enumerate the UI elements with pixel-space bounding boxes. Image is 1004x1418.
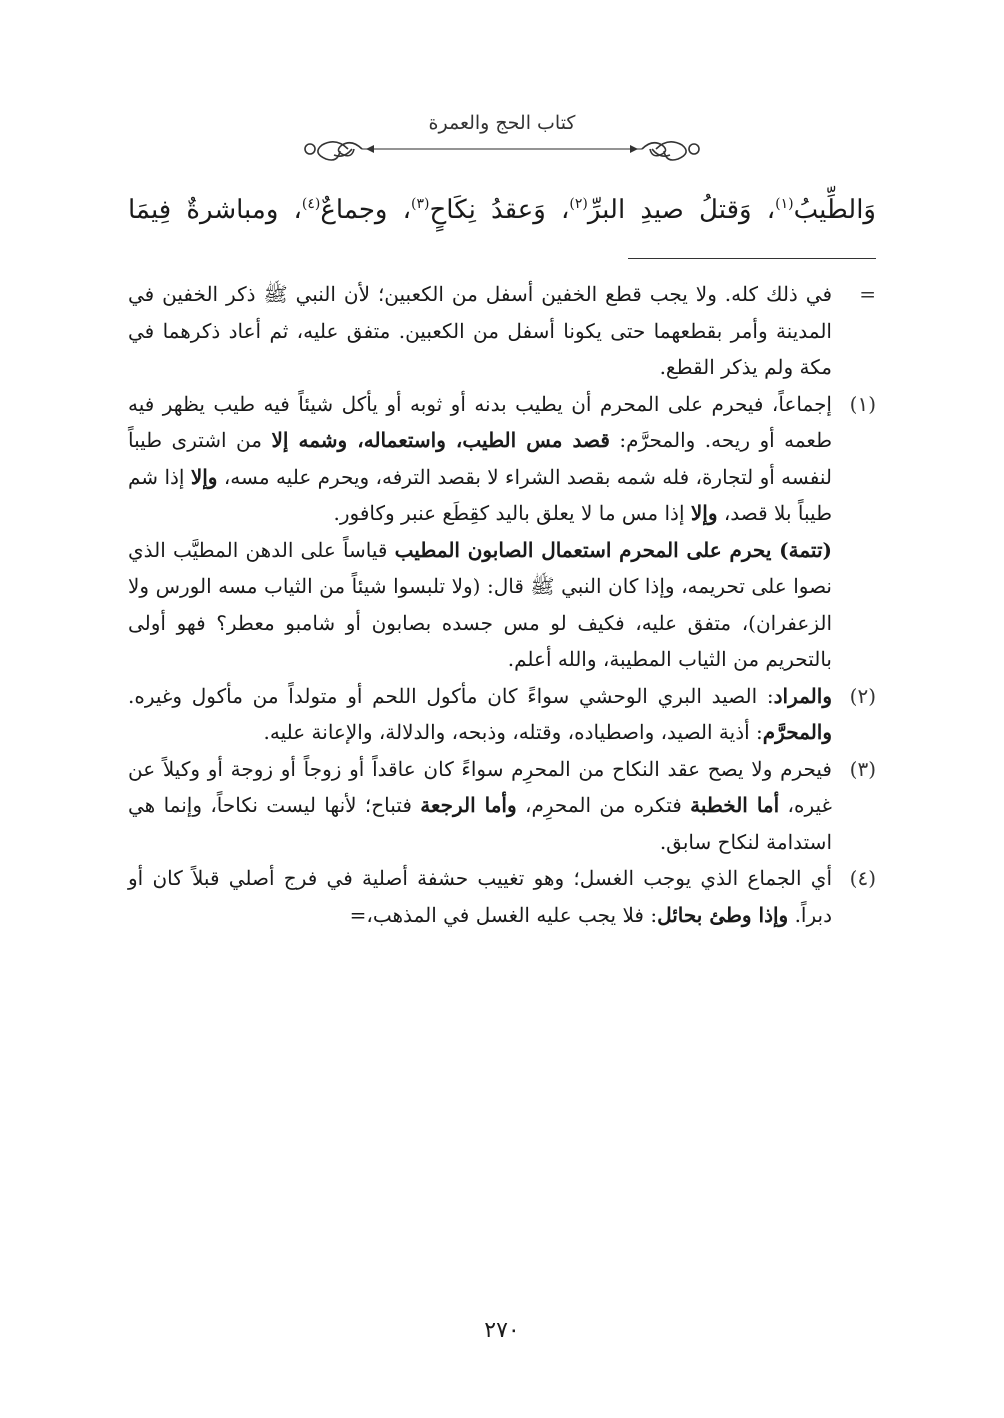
matn-segment: ، ومباشرةٌ فِيمَا <box>128 195 302 225</box>
footnote-3 <box>128 751 876 861</box>
footnote-text: فيحرم ولا يصح عقد النكاح من المحرِم سواءً كان عاقداً أو زوجاً أو زوجة أو وكيلاً عن غيره، أما الخطبة فتكره من المحرِم، وأما الرجعة فتباح؛ لأنها ليست نكاحاً، وإنما هي استدامة لنكاح سابق. <box>128 756 832 854</box>
footnote-text: في ذلك كله. ولا يجب قطع الخفين أسفل من الكعبين؛ لأن النبي ﷺ ذكر الخفين في المدينة وأمر بقطعهما حتى يكونا أسفل من الكعبين. متفق عليه، ثم أعاد ذكرهما في مكة ولم يذكر القطع. <box>128 282 832 379</box>
footnote-4 <box>128 860 876 933</box>
footnote-marker: (٤) <box>849 866 876 890</box>
footnote-tatimma <box>128 532 876 678</box>
footnote-text: إجماعاً، فيحرم على المحرم أن يطيب بدنه أو ثوبه أو يأكل شيئاً فيه طيب يظهر فيه طعمه أو ريحه. والمحرَّم: قصد مس الطيب، واستعماله، وشمه إلا من اشترى طيباً لنفسه أو لتجارة، فله شمه بقصد الشراء لا بقصد الترفه، ويحرم عليه مسه، وإلا إذا شم طيباً بلا قصد، وإلا إذا مس ما لا يعلق باليد كقِطَع عنبر وكافور. <box>128 391 832 525</box>
matn-segment: وَالطِّيبُ <box>793 195 876 225</box>
footnote-ref: (٤) <box>301 196 321 212</box>
tatimma-text: قياساً على الدهن المطيَّب الذي نصوا على تحريمه، وإذا كان النبي ﷺ قال: (ولا تلبسوا شيئاً من الثياب مسه الورس ولا الزعفران)، متفق عليه، فكيف لو مس جسده بصابون أو شامبو معطر؟ فهو أولى بالتحريم من الثياب المطيبة، والله أعلم. <box>128 537 832 671</box>
footnote-2 <box>128 678 876 751</box>
footnote-marker: (١) <box>849 391 876 416</box>
header-ornament <box>300 133 704 163</box>
footnote-marker: (٢) <box>849 683 876 708</box>
footnote-marker: = <box>859 282 876 306</box>
matn-line <box>128 188 876 232</box>
footnote-1 <box>128 386 876 532</box>
footnote-ref: (٣) <box>411 196 430 212</box>
footnote-ref: (١) <box>775 196 794 212</box>
page-number: ٢٧٠ <box>484 1318 520 1343</box>
running-header-title: كتاب الحج والعمرة <box>428 112 576 134</box>
matn-segment: ، وجماعٌ <box>320 195 412 225</box>
footnote-continuation <box>128 276 876 386</box>
matn-segment: ، وَعقدُ نِكَاحٍ <box>429 195 570 225</box>
footnotes-section <box>128 276 876 933</box>
tatimma-heading: (تتمة) يحرم على المحرم استعمال الصابون المطيب <box>394 537 832 562</box>
footnote-marker: (٣) <box>849 756 876 781</box>
footnote-text: أي الجماع الذي يوجب الغسل؛ وهو تغييب حشفة أصلية في فرج أصلي قبلاً كان أو دبراً. وإذا وطئ بحائل: فلا يجب عليه الغسل في المذهب،= <box>128 866 832 927</box>
footnote-text: والمراد: الصيد البري الوحشي سواءً كان مأكول اللحم أو متولداً من مأكول وغيره. والمحرَّم: أذية الصيد، واصطياده، وقتله، وذبحه، والدلالة، والإعانة عليه. <box>128 683 832 744</box>
footnote-ref: (٢) <box>569 196 588 212</box>
footnote-separator <box>628 258 876 259</box>
matn-segment: ، وَقتلُ صيدِ البرِّ <box>587 195 776 225</box>
